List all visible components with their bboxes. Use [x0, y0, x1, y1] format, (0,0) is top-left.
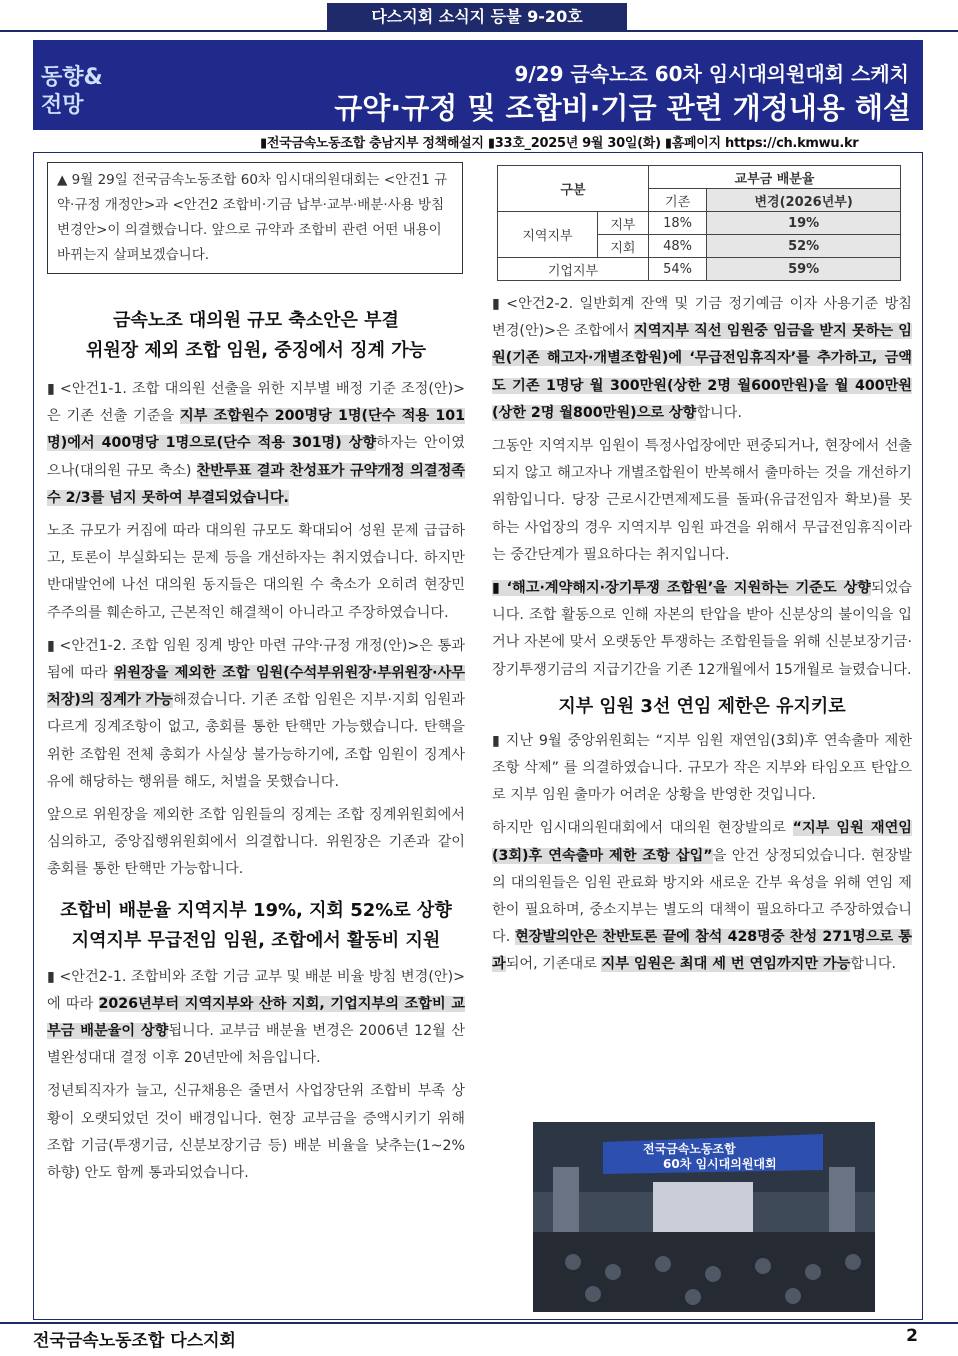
paragraph: 정년퇴직자가 늘고, 신규채용은 줄면서 사업장단위 조합비 부족 상황이 오랫되었던 것이 배경입니다. 현장 교부금을 증액시키기 위해 조합 기금(투쟁기금, 신분보장기금 등) 배분 비율을 낮추는(1~2% 하향) 안도 함께 통과되었습니다.	[47, 1083, 465, 1182]
paragraph: ▮ 지난 9월 중앙위원회는 “지부 임원 재연임(3회)후 연속출마 제한 조항 삭제” 를 의결하였습니다. 규모가 작은 지부와 타임오프 탄압으로 지부 임원 출마가 어려운 상황을 반영한 것입니다.	[492, 732, 912, 804]
heading-1a: 금속노조 대의원 규모 축소안은 부결	[113, 310, 399, 331]
convention-photo	[533, 1122, 875, 1312]
table-cell: 52%	[707, 235, 901, 258]
table-cell: 19%	[707, 212, 901, 235]
paragraph: 하지만 임시대의원대회에서 대의원 현장발의로 “지부 임원 재연임(3회)후 연속출마 제한 조항 삽입”을 안건 상정되었습니다. 현장발의 대의원들은 임원 관료화 방지와 새로운 간부 육성을 위해 연임 제한이 필요하며, 중소지부는 별도의 대책이 필요하다고 주장하였습니다. 현장발의안은 찬반토론 끝에 참석 428명중 찬성 271명으로 통과되어, 기존대로 지부 임원은 최대 세 번 연임까지만 가능합니다.	[492, 820, 912, 973]
section-kicker: 동향& 전망	[41, 65, 103, 118]
heading-3: 지부 임원 3선 연임 제한은 유지키로	[558, 695, 846, 717]
paragraph: ▮ <안건2-2. 일반회계 잔액 및 기금 정기예금 이자 사용기준 방침 변경(안)>은 조합에서 지역지부 직선 임원중 임금을 받지 못하는 임원(기존 해고자·개별조합원)에 ‘무급전임휴직자’를 추가하고, 금액도 기존 1명당 월 300만원(상한 2명 월600만원)을 월 400만원(상한 2명 월800만원)으로 상향합니다.	[492, 296, 912, 421]
table-cell: 48%	[648, 235, 706, 258]
svg-text:60차 임시대의원대회: 60차 임시대의원대회	[663, 1157, 777, 1171]
paragraph: 앞으로 위원장을 제외한 조합 임원들의 징계는 조합 징계위원회에서 심의하고, 중앙집행위원회에서 의결합니다. 위원장은 기존과 같이 총회를 통한 탄핵만 가능합니다.	[47, 807, 465, 878]
table-header: 기존	[648, 189, 706, 212]
paragraph: 노조 규모가 커짐에 따라 대의원 규모도 확대되어 성원 문제 급급하고, 토론이 부실화되는 문제 등을 개선하자는 취지였습니다. 하지만 반대발언에 나선 대의원 동지들은 대의원 수 축소가 오히려 현장민주주의를 훼손하고, 근본적인 해결책이 아니라고 주장하였습니다.	[47, 523, 465, 621]
table-cell: 지부	[597, 212, 648, 235]
page-number: 2	[906, 1326, 918, 1346]
left-column	[47, 306, 465, 1193]
footer-org: 전국금속노동조합 다스지회	[33, 1331, 236, 1351]
top-rule	[0, 30, 958, 32]
allocation-table	[497, 165, 901, 281]
svg-text:전국금속노동조합: 전국금속노동조합	[643, 1142, 736, 1156]
paragraph: ▮ <안건1-2. 조합 임원 징계 방안 마련 규약·규정 개정(안)>은 통과됨에 따라 위원장을 제외한 조합 임원(수석부위원장·부위원장·사무처장)의 징계가 가능해졌습니다. 기존 조합 임원은 지부·지회 임원과 다르게 징계조항이 없고, 총회를 통한 탄핵만 가능했습니다. 탄핵을 위한 조합원 전체 총회가 사실상 불가능하기에, 조합 임원이 징계사유에 해당하는 행위를 해도, 처벌을 못했습니다.	[47, 637, 465, 790]
heading-2a: 조합비 배분율 지역지부 19%, 지회 52%로 상향	[60, 899, 452, 921]
paragraph: ▮ ‘해고·계약해지·장기투쟁 조합원’을 지원하는 기준도 상향되었습니다. 조합 활동으로 인해 자본의 탄압을 받아 신분상의 불이익을 입거나 자본에 맞서 오랫동안 투쟁하는 조합원들을 위해 신분보장기금·장기투쟁기금의 지급기간을 기존 12개월에서 15개월로 늘렸습니다.	[492, 580, 912, 678]
paragraph: 그동안 지역지부 임원이 특정사업장에만 편중되거나, 현장에서 선출되지 않고 해고자나 개별조합원이 반복해서 출마하는 것을 개선하기 위함입니다. 당장 근로시간면제제도를 돌파(유급전임자 확보)를 못하는 사업장의 경우 지역지부 임원 파견을 위해서 무급전임휴직이라는 중간단계가 필요하다는 취지입니다.	[492, 438, 912, 563]
publication-meta: ▮전국금속노동조합 충남지부 정책해설지 ▮33호_2025년 9월 30일(화) ▮홈페이지 https://ch.kmwu.kr	[260, 136, 859, 151]
paragraph: ▮ <안건2-1. 조합비와 조합 기금 교부 및 배분 비율 방침 변경(안)>에 따라 2026년부터 지역지부와 산하 지회, 기업지부의 조합비 교부금 배분율이 상향됩니다. 교부금 배분율 변경은 2006년 12월 산별완성대대 결정 이후 20년만에 처음입니다.	[47, 968, 466, 1067]
table-cell: 지역지부	[498, 212, 598, 258]
intro-box: ▲ 9월 29일 전국금속노동조합 60차 임시대의원대회는 <안건1 규약·규정 개정안>과 <안건2 조합비·기금 납부·교부·배분·사용 방침 변경안>이 의결했습니다. 앞으로 규약과 조합비 관련 어떤 내용이 바뀌는지 살펴보겠습니다.	[47, 162, 463, 274]
title-banner	[33, 40, 923, 130]
right-column	[492, 291, 912, 985]
table-cell: 18%	[648, 212, 706, 235]
convention-photo-illustration	[533, 1122, 875, 1312]
table-header: 구분	[498, 166, 649, 212]
heading-2b: 지역지부 무급전임 임원, 조합에서 활동비 지원	[71, 929, 441, 951]
table-header: 교부금 배분율	[648, 166, 900, 189]
heading-1b: 위원장 제외 조합 임원, 중징에서 징계 가능	[85, 340, 427, 361]
table-cell: 59%	[707, 258, 901, 281]
page-title: 규약·규정 및 조합비·기금 관련 개정내용 해설	[334, 91, 911, 125]
table-cell: 54%	[648, 258, 706, 281]
subtitle: 9/29 금속노조 60차 임시대의원대회 스케치	[514, 62, 909, 86]
paragraph: ▮ <안건1-1. 조합 대의원 선출을 위한 지부별 배정 기준 조정(안)>은 기존 선출 기준을 지부 조합원수 200명당 1명(단수 적용 101명)에서 400명당 1명으로(단수 적용 301명) 상향하자는 안이였으나(대의원 규모 축소) 찬반투표 결과 찬성표가 규약개정 의결정족수 2/3를 넘지 못하여 부결되었습니다.	[47, 381, 466, 506]
table-header: 변경(2026년부)	[707, 189, 901, 212]
table-cell: 지회	[597, 235, 648, 258]
table-cell: 기업지부	[498, 258, 649, 281]
registration-label: 다스지회 소식지 등불 9-20호	[327, 3, 627, 30]
footer-rule	[0, 1322, 958, 1324]
